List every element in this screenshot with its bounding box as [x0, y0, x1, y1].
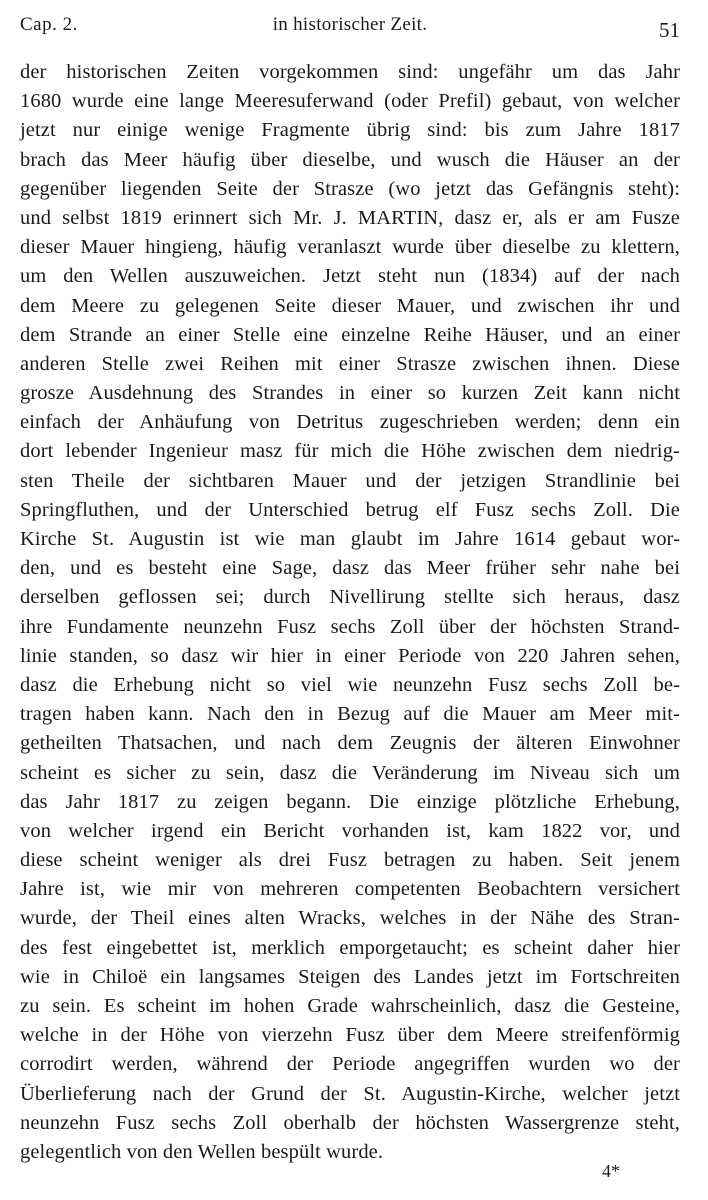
text-line: anderen Stelle zwei Reihen mit einer Strasze zwischen ihnen. Diese	[20, 352, 680, 375]
text-line: derselben geflossen sei; durch Nivellirung stellte sich heraus, dasz	[20, 586, 680, 609]
chapter-label: Cap. 2.	[20, 14, 78, 35]
text-line: Kirche St. Augustin ist wie man glaubt im Jahre 1614 gebaut wor-	[20, 528, 680, 550]
text-line: das Jahr 1817 zu zeigen begann. Die einzige plötzliche Erhebung,	[20, 790, 680, 813]
text-line: corrodirt werden, während der Periode angegriffen wurden wo der	[20, 1053, 680, 1076]
text-line: getheilten Thatsachen, und nach dem Zeugnis der älteren Einwohner	[20, 732, 680, 755]
text-line: 1680 wurde eine lange Meeresuferwand (oder Prefil) gebaut, von welcher	[20, 90, 680, 113]
body-paragraph	[20, 58, 680, 1167]
text-line: wie in Chiloë ein langsames Steigen des Landes jetzt im Fortschreiten	[20, 965, 680, 988]
text-line: brach das Meer häufig über dieselbe, und wusch die Häuser an der	[20, 148, 680, 171]
text-line: linie standen, so dasz wir hier in einer Periode von 220 Jahren sehen,	[20, 644, 680, 667]
text-line: zu sein. Es scheint im hohen Grade wahrscheinlich, dasz die Gesteine,	[20, 995, 680, 1017]
text-line: Überlieferung nach der Grund der St. Augustin-Kirche, welcher jetzt	[20, 1082, 680, 1105]
running-title: in historischer Zeit.	[272, 14, 428, 35]
text-line: dieser Mauer hingieng, häufig veranlaszt wurde über dieselbe zu klettern,	[20, 236, 680, 259]
text-line: um den Wellen auszuweichen. Jetzt steht nun (1834) auf der nach	[20, 265, 680, 288]
text-line: dem Meere zu gelegenen Seite dieser Mauer, und zwischen ihr und	[20, 294, 680, 317]
text-line: des fest eingebettet ist, merklich emporgetaucht; es scheint daher hier	[20, 936, 680, 959]
text-line: einfach der Anhäufung von Detritus zugeschrieben werden; denn ein	[20, 411, 680, 434]
text-line: jetzt nur einige wenige Fragmente übrig sind: bis zum Jahre 1817	[20, 119, 680, 142]
text-line: welche in der Höhe von vierzehn Fusz über dem Meere streifenförmig	[20, 1024, 680, 1047]
text-line: den, und es besteht eine Sage, dasz das Meer früher sehr nahe bei	[20, 557, 680, 580]
text-line: wurde, der Theil eines alten Wracks, welches in der Nähe des Stran-	[20, 907, 680, 930]
text-line: gegenüber liegenden Seite der Strasze (wo jetzt das Gefängnis steht):	[20, 177, 680, 200]
signature-mark: 4*	[602, 1161, 620, 1181]
page-number: 51	[659, 18, 680, 42]
text-line: und selbst 1819 erinnert sich Mr. J. MARTIN, dasz er, als er am Fusze	[20, 206, 680, 229]
running-header	[20, 14, 680, 44]
text-line: grosze Ausdehnung des Strandes in einer so kurzen Zeit kann nicht	[20, 382, 680, 405]
text-line: der historischen Zeiten vorgekommen sind: ungefähr um das Jahr	[20, 61, 680, 83]
text-line: neunzehn Fusz sechs Zoll oberhalb der höchsten Wassergrenze steht,	[20, 1111, 680, 1134]
text-line: ihre Fundamente neunzehn Fusz sechs Zoll über der höchsten Strand-	[20, 615, 680, 638]
text-line: Springfluthen, und der Unterschied betrug elf Fusz sechs Zoll. Die	[20, 498, 680, 521]
text-line: tragen haben kann. Nach den in Bezug auf die Mauer am Meer mit-	[20, 703, 680, 726]
text-line: dem Strande an einer Stelle eine einzelne Reihe Häuser, und an einer	[20, 323, 680, 346]
text-line: sten Theile der sichtbaren Mauer und der jetzigen Strandlinie bei	[20, 469, 680, 492]
text-line: von welcher irgend ein Bericht vorhanden ist, kam 1822 vor, und	[20, 819, 680, 842]
text-line: dasz die Erhebung nicht so viel wie neunzehn Fusz sechs Zoll be-	[20, 673, 680, 696]
text-line: dort lebender Ingenieur masz für mich die Höhe zwischen dem niedrig-	[20, 440, 680, 463]
text-line: Jahre ist, wie mir von mehreren competenten Beobachtern versichert	[20, 878, 680, 901]
text-line: diese scheint weniger als drei Fusz betragen zu haben. Seit jenem	[20, 849, 680, 872]
text-line: gelegentlich von den Wellen bespült wurde.	[20, 1140, 384, 1163]
text-line: scheint es sicher zu sein, dasz die Veränderung im Niveau sich um	[20, 761, 680, 784]
